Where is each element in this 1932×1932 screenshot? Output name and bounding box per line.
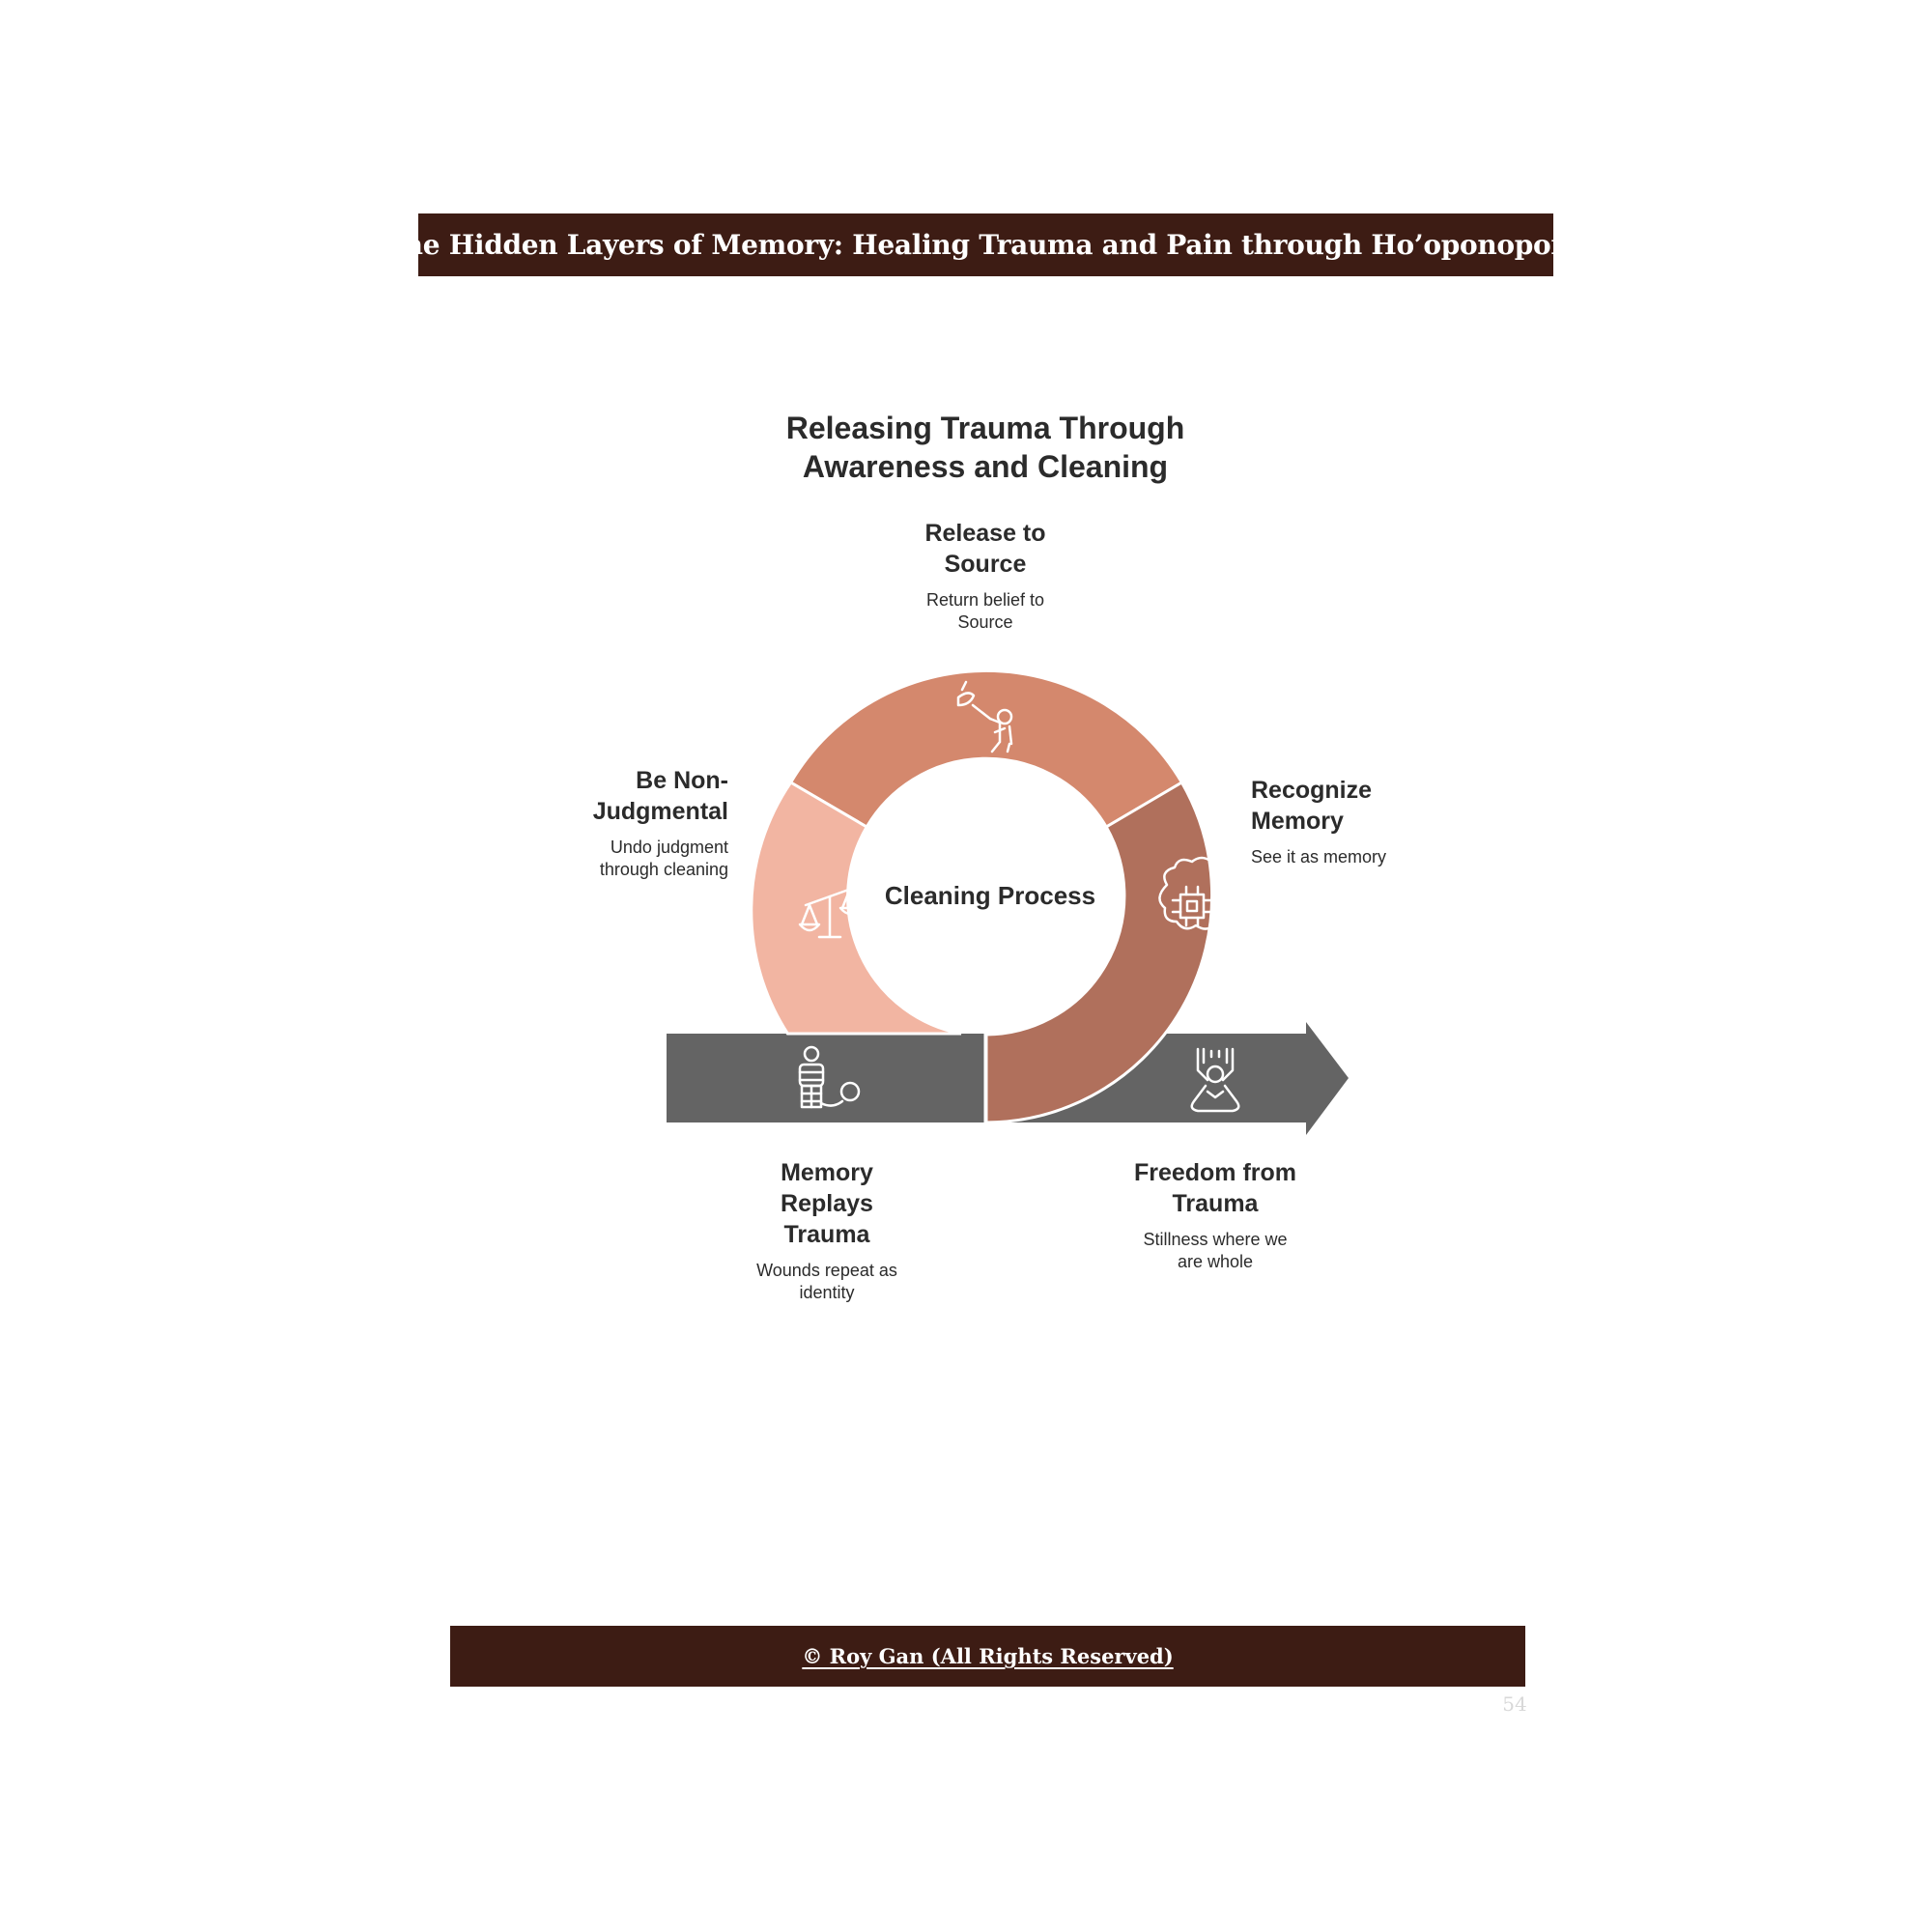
stage-recognize-memory — [1251, 775, 1444, 868]
document-title: The Hidden Layers of Memory: Healing Trauma and Pain through Ho’oponopono — [384, 229, 1588, 261]
stage-title-line: Release to — [924, 520, 1046, 547]
stage-title-line: Trauma — [1172, 1190, 1259, 1217]
center-label: Cleaning Process — [884, 881, 1096, 910]
copyright-link[interactable]: © Roy Gan (All Rights Reserved) — [802, 1644, 1174, 1668]
stage-description — [889, 589, 1082, 634]
stage-desc-line: identity — [799, 1283, 855, 1302]
stage-title-line: Memory — [781, 1159, 873, 1186]
stage-be-non-judgmental — [541, 765, 728, 881]
stage-release-to-source — [889, 518, 1082, 634]
footer-banner — [450, 1626, 1525, 1687]
stage-desc-line: are whole — [1177, 1252, 1254, 1271]
stage-title — [1251, 775, 1444, 837]
diagram-title-line: Awareness and Cleaning — [802, 449, 1169, 484]
stage-title-line: Source — [944, 551, 1027, 578]
stage-freedom-from-trauma — [1111, 1157, 1320, 1273]
stage-description — [1251, 846, 1444, 868]
stage-desc-line: Wounds repeat as — [756, 1261, 897, 1280]
stage-desc-line: Return belief to — [925, 590, 1045, 610]
diagram-title-line: Releasing Trauma Through — [785, 411, 1185, 445]
stage-title — [541, 765, 728, 827]
stage-title — [1111, 1157, 1320, 1219]
stage-description — [1111, 1229, 1320, 1273]
stage-title — [730, 1157, 923, 1250]
stage-desc-line: Undo judgment — [610, 838, 728, 857]
stage-title-line: Be Non- — [636, 767, 728, 794]
stage-desc-line: through cleaning — [599, 860, 728, 879]
stage-desc-line: See it as memory — [1251, 847, 1387, 867]
stage-title-line: Judgmental — [592, 798, 728, 825]
stage-memory-replays-trauma — [730, 1157, 923, 1304]
stage-title-line: Recognize — [1251, 777, 1373, 804]
stage-title-line: Trauma — [783, 1221, 870, 1248]
ring-segment-release — [791, 670, 1182, 827]
stage-desc-line: Stillness where we — [1143, 1230, 1288, 1249]
stage-title — [889, 518, 1082, 580]
page-number: 54 — [1502, 1692, 1527, 1716]
stage-title-line: Memory — [1251, 808, 1344, 835]
stage-description — [730, 1260, 923, 1304]
stage-desc-line: Source — [957, 612, 1013, 632]
stage-title-line: Freedom from — [1133, 1159, 1297, 1186]
stage-title-line: Replays — [781, 1190, 873, 1217]
stage-description — [541, 837, 728, 881]
